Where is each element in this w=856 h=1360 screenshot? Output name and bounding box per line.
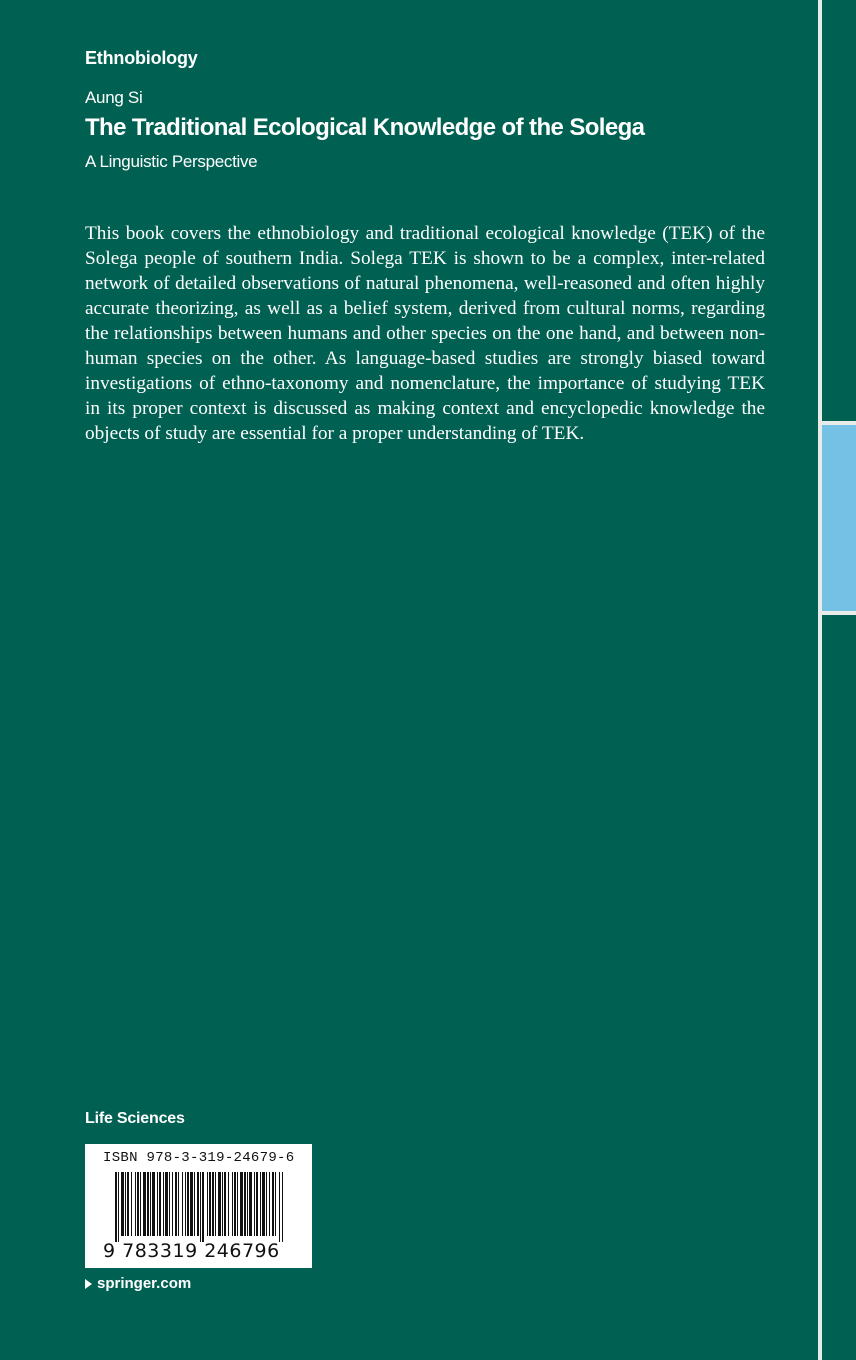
barcode-bar — [131, 1172, 132, 1236]
barcode-bar — [240, 1172, 243, 1236]
barcode-bar — [249, 1172, 252, 1236]
book-subtitle: A Linguistic Perspective — [85, 152, 258, 171]
barcode-bar — [150, 1172, 151, 1236]
spine-color-band — [822, 425, 856, 611]
barcode-bar — [163, 1172, 164, 1236]
barcode-bar — [234, 1172, 236, 1236]
arrow-icon — [85, 1279, 92, 1289]
barcode-bar — [178, 1172, 179, 1236]
barcode-bar — [272, 1172, 274, 1236]
author-name: Aung Si — [85, 88, 143, 107]
barcode-bar — [262, 1172, 265, 1236]
barcode-bar — [182, 1172, 183, 1236]
barcode-bar — [115, 1172, 117, 1242]
barcode-bar — [157, 1172, 158, 1236]
barcode-bar — [218, 1172, 221, 1236]
barcode-bar — [282, 1172, 283, 1242]
barcode-bar — [190, 1172, 193, 1236]
barcode-bar — [187, 1172, 189, 1236]
barcode-bar — [169, 1172, 170, 1236]
barcode-bar — [185, 1172, 186, 1236]
barcode-bar — [266, 1172, 267, 1236]
barcode-bar — [137, 1172, 139, 1236]
barcode-bar — [212, 1172, 214, 1236]
barcode-bar — [207, 1172, 208, 1236]
barcode-bar — [140, 1172, 141, 1236]
barcode-bar — [224, 1172, 226, 1236]
barcode-bar — [172, 1172, 173, 1236]
barcode-bar — [147, 1172, 149, 1236]
barcode-bar — [202, 1172, 204, 1242]
barcode-bar — [175, 1172, 177, 1236]
barcode-bar — [159, 1172, 161, 1236]
barcode-bar — [279, 1172, 280, 1242]
book-description: This book covers the ethnobiology and traditional ecological knowledge (TEK) of the Solega people of southern India. Solega TEK is shown to be a complex, inter-related network of detailed observations of natural phenomena, well-reasoned and often highly accurate theorizing, as well as a belief system, derived from cultural norms, regarding the relationships between humans and other species on the one hand, and between non-human species on the other. As language-based studies are strongly biased toward investigations of ethno-taxonomy and nomenclature, the importance of studying TEK in its proper context is discussed as making context and encyclopedic knowledge the objects of study are essential for a proper understanding of TEK. — [85, 223, 765, 444]
barcode-bar — [260, 1172, 261, 1236]
barcode-bar — [200, 1172, 201, 1242]
barcode-bar — [197, 1172, 199, 1236]
barcode-digits: 9 783319 246796 — [103, 1240, 280, 1262]
barcode-bar — [244, 1172, 246, 1236]
spine — [822, 0, 856, 1360]
barcode-bar — [194, 1172, 195, 1236]
barcode-bar — [222, 1172, 223, 1236]
barcode-bar — [209, 1172, 211, 1236]
series-name: Ethnobiology — [85, 48, 198, 68]
barcode-bar — [269, 1172, 270, 1236]
barcode-bar — [165, 1172, 168, 1236]
barcode — [115, 1172, 285, 1242]
barcode-bar — [232, 1172, 233, 1236]
subject-category: Life Sciences — [85, 1110, 185, 1127]
barcode-bar — [135, 1172, 136, 1236]
barcode-bar — [127, 1172, 129, 1236]
barcode-bar — [275, 1172, 276, 1236]
barcode-bar — [256, 1172, 258, 1236]
barcode-bar — [143, 1172, 146, 1236]
publisher-website[interactable] — [85, 1275, 191, 1292]
isbn-label: ISBN 978-3-319-24679-6 — [103, 1150, 295, 1166]
barcode-box — [85, 1144, 312, 1268]
book-title: The Traditional Ecological Knowledge of the Solega — [85, 114, 645, 141]
barcode-bar — [215, 1172, 216, 1236]
barcode-bar — [237, 1172, 238, 1236]
barcode-bar — [254, 1172, 255, 1236]
barcode-bar — [247, 1172, 248, 1236]
spine-band-bottom-line — [822, 611, 856, 615]
barcode-bar — [152, 1172, 155, 1236]
barcode-bar — [121, 1172, 124, 1236]
barcode-bar — [228, 1172, 229, 1236]
barcode-bar — [125, 1172, 126, 1236]
website-label: springer.com — [97, 1275, 192, 1292]
barcode-bar — [118, 1172, 119, 1242]
